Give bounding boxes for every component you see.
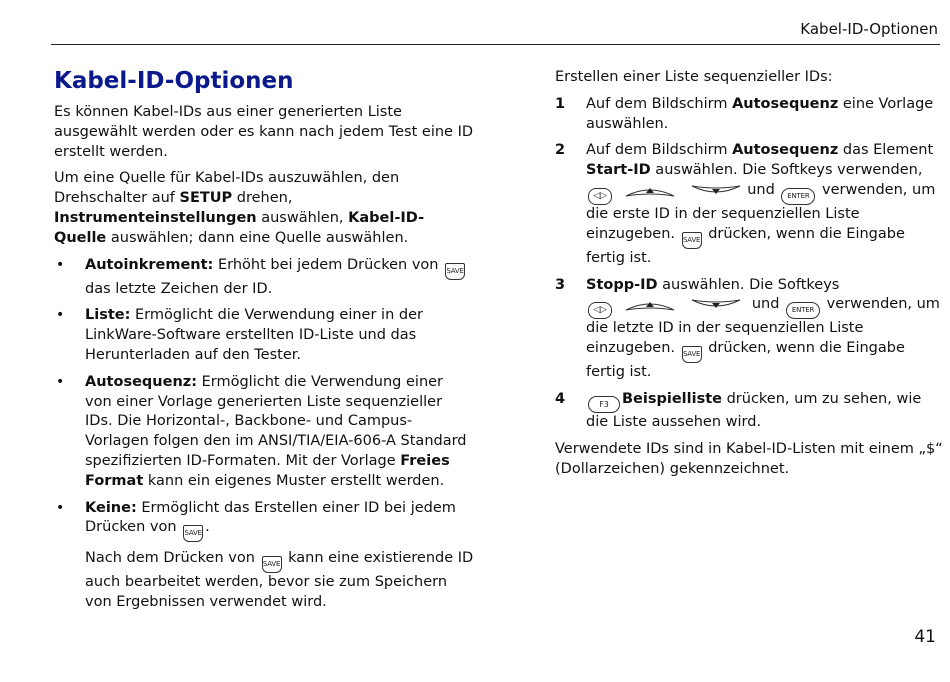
text: Ermöglicht die Verwendung einer in der LinkWare-Software erstellten ID-Liste und das Herunterladen auf den Tester. xyxy=(85,307,423,363)
save-key-icon: SAVE xyxy=(183,525,203,542)
section-heading: Kabel-ID-Optionen xyxy=(54,68,294,94)
list-item-autosequence xyxy=(54,373,474,492)
text: Ermöglicht die Verwendung einer von einer Vorlage generierten Liste sequenzieller IDs. Die Horizontal-, Backbone- und Campus-Vorlagen folgen den im ANSI/TIA/EIA-606-A Standard spezifizierten ID-Formaten. Mit der Vorlage xyxy=(85,373,467,469)
enter-key-icon: ENTER xyxy=(781,188,815,205)
left-right-arrow-key-icon: ◁▷ xyxy=(588,302,612,319)
bullet-label: Liste: xyxy=(85,307,131,324)
save-key-icon: SAVE xyxy=(682,346,702,363)
text: eine Vorlage auswählen. xyxy=(586,95,934,132)
free-format-term: Freies Format xyxy=(85,452,450,489)
text: drücken, wenn die Eingabe fertig ist. xyxy=(586,225,905,266)
edit-note-paragraph xyxy=(54,549,474,613)
source-paragraph xyxy=(54,169,474,248)
autosequence-term: Autosequenz xyxy=(732,142,839,159)
procedure-lead: Erstellen einer Liste sequenzieller IDs: xyxy=(555,69,833,85)
step-1 xyxy=(555,95,945,135)
text: auswählen, xyxy=(256,209,349,226)
down-arrow-softkey-icon xyxy=(691,184,741,198)
text: und xyxy=(747,296,785,313)
text: kann ein eigenes Muster erstellt werden. xyxy=(143,472,445,489)
intro-paragraph: Es können Kabel-IDs aus einer generierten Liste ausgewählt werden oder es kann nach jedem Test eine ID erstellt werden. xyxy=(54,104,474,160)
bullet-label: Autoinkrement: xyxy=(85,256,214,273)
text: drücken, wenn die Eingabe fertig ist. xyxy=(586,340,905,381)
left-right-arrow-key-icon: ◁▷ xyxy=(588,188,612,205)
running-head-title: Kabel-ID-Optionen xyxy=(800,20,938,38)
closing-paragraph: Verwendete IDs sind in Kabel-ID-Listen mit einem „$“ (Dollarzeichen) gekennzeichnet. xyxy=(555,440,943,477)
step-number: 3 xyxy=(555,276,566,293)
example-list-term: Beispielliste xyxy=(622,390,722,407)
text: und xyxy=(747,181,775,198)
step-number: 4 xyxy=(555,390,566,407)
text: das Element xyxy=(838,142,934,159)
bullet-label: Autosequenz: xyxy=(85,373,197,390)
instrument-settings-term: Instrumenteinstellungen xyxy=(54,209,257,226)
right-column xyxy=(555,68,945,486)
down-arrow-softkey-icon xyxy=(691,298,741,312)
text: auswählen. Die Softkeys verwenden, xyxy=(650,162,923,179)
step-3 xyxy=(555,276,945,383)
setup-term: SETUP xyxy=(179,190,233,207)
list-item-none xyxy=(54,499,474,543)
enter-key-icon: ENTER xyxy=(786,302,820,319)
source-options-list xyxy=(54,256,474,543)
text: Auf dem Bildschirm xyxy=(586,95,733,112)
bullet-label: Keine: xyxy=(85,499,137,516)
step-number: 1 xyxy=(555,95,566,112)
page-number: 41 xyxy=(914,627,936,647)
start-id-term: Start-ID xyxy=(586,162,651,179)
left-column xyxy=(54,66,474,620)
text: drehen, xyxy=(232,190,293,207)
autosequence-term: Autosequenz xyxy=(732,95,839,112)
text: verwenden, um die letzte ID in der sequenziellen Liste einzugeben. xyxy=(586,296,940,357)
f3-softkey-icon: F3 xyxy=(588,396,620,413)
text: verwenden, um die erste ID in der sequenziellen Liste einzugeben. xyxy=(586,181,936,242)
text: Ermöglicht das Erstellen einer ID bei jedem Drücken von xyxy=(85,499,456,536)
text: kann eine existierende ID auch bearbeitet werden, bevor sie zum Speichern von Ergebnissen verwendet wird. xyxy=(85,550,474,611)
text: auswählen; dann eine Quelle auswählen. xyxy=(106,229,409,246)
save-key-icon: SAVE xyxy=(682,232,702,249)
text: drücken, um zu sehen, wie die Liste aussehen wird. xyxy=(586,390,922,430)
text: Nach dem Drücken von xyxy=(85,550,260,567)
header-rule xyxy=(51,44,940,45)
stop-id-term: Stopp-ID xyxy=(586,276,658,293)
cable-id-source-term: Kabel-ID-Quelle xyxy=(54,209,425,246)
step-2 xyxy=(555,141,945,268)
text: auswählen. Die Softkeys xyxy=(657,276,840,293)
text: . xyxy=(205,519,210,536)
text: Auf dem Bildschirm xyxy=(586,142,733,159)
list-item-list xyxy=(54,306,474,365)
text: das letzte Zeichen der ID. xyxy=(85,280,273,297)
step-number: 2 xyxy=(555,142,566,159)
text: Erhöht bei jedem Drücken von xyxy=(213,256,444,273)
text: Um eine Quelle für Kabel-IDs auszuwählen, den Drehschalter auf xyxy=(54,170,400,207)
step-4 xyxy=(555,390,945,433)
list-item-autoincrement xyxy=(54,256,474,300)
procedure-steps xyxy=(555,95,945,433)
save-key-icon: SAVE xyxy=(445,263,465,280)
up-arrow-softkey-icon xyxy=(625,184,675,198)
up-arrow-softkey-icon xyxy=(625,298,675,312)
save-key-icon: SAVE xyxy=(262,556,282,573)
